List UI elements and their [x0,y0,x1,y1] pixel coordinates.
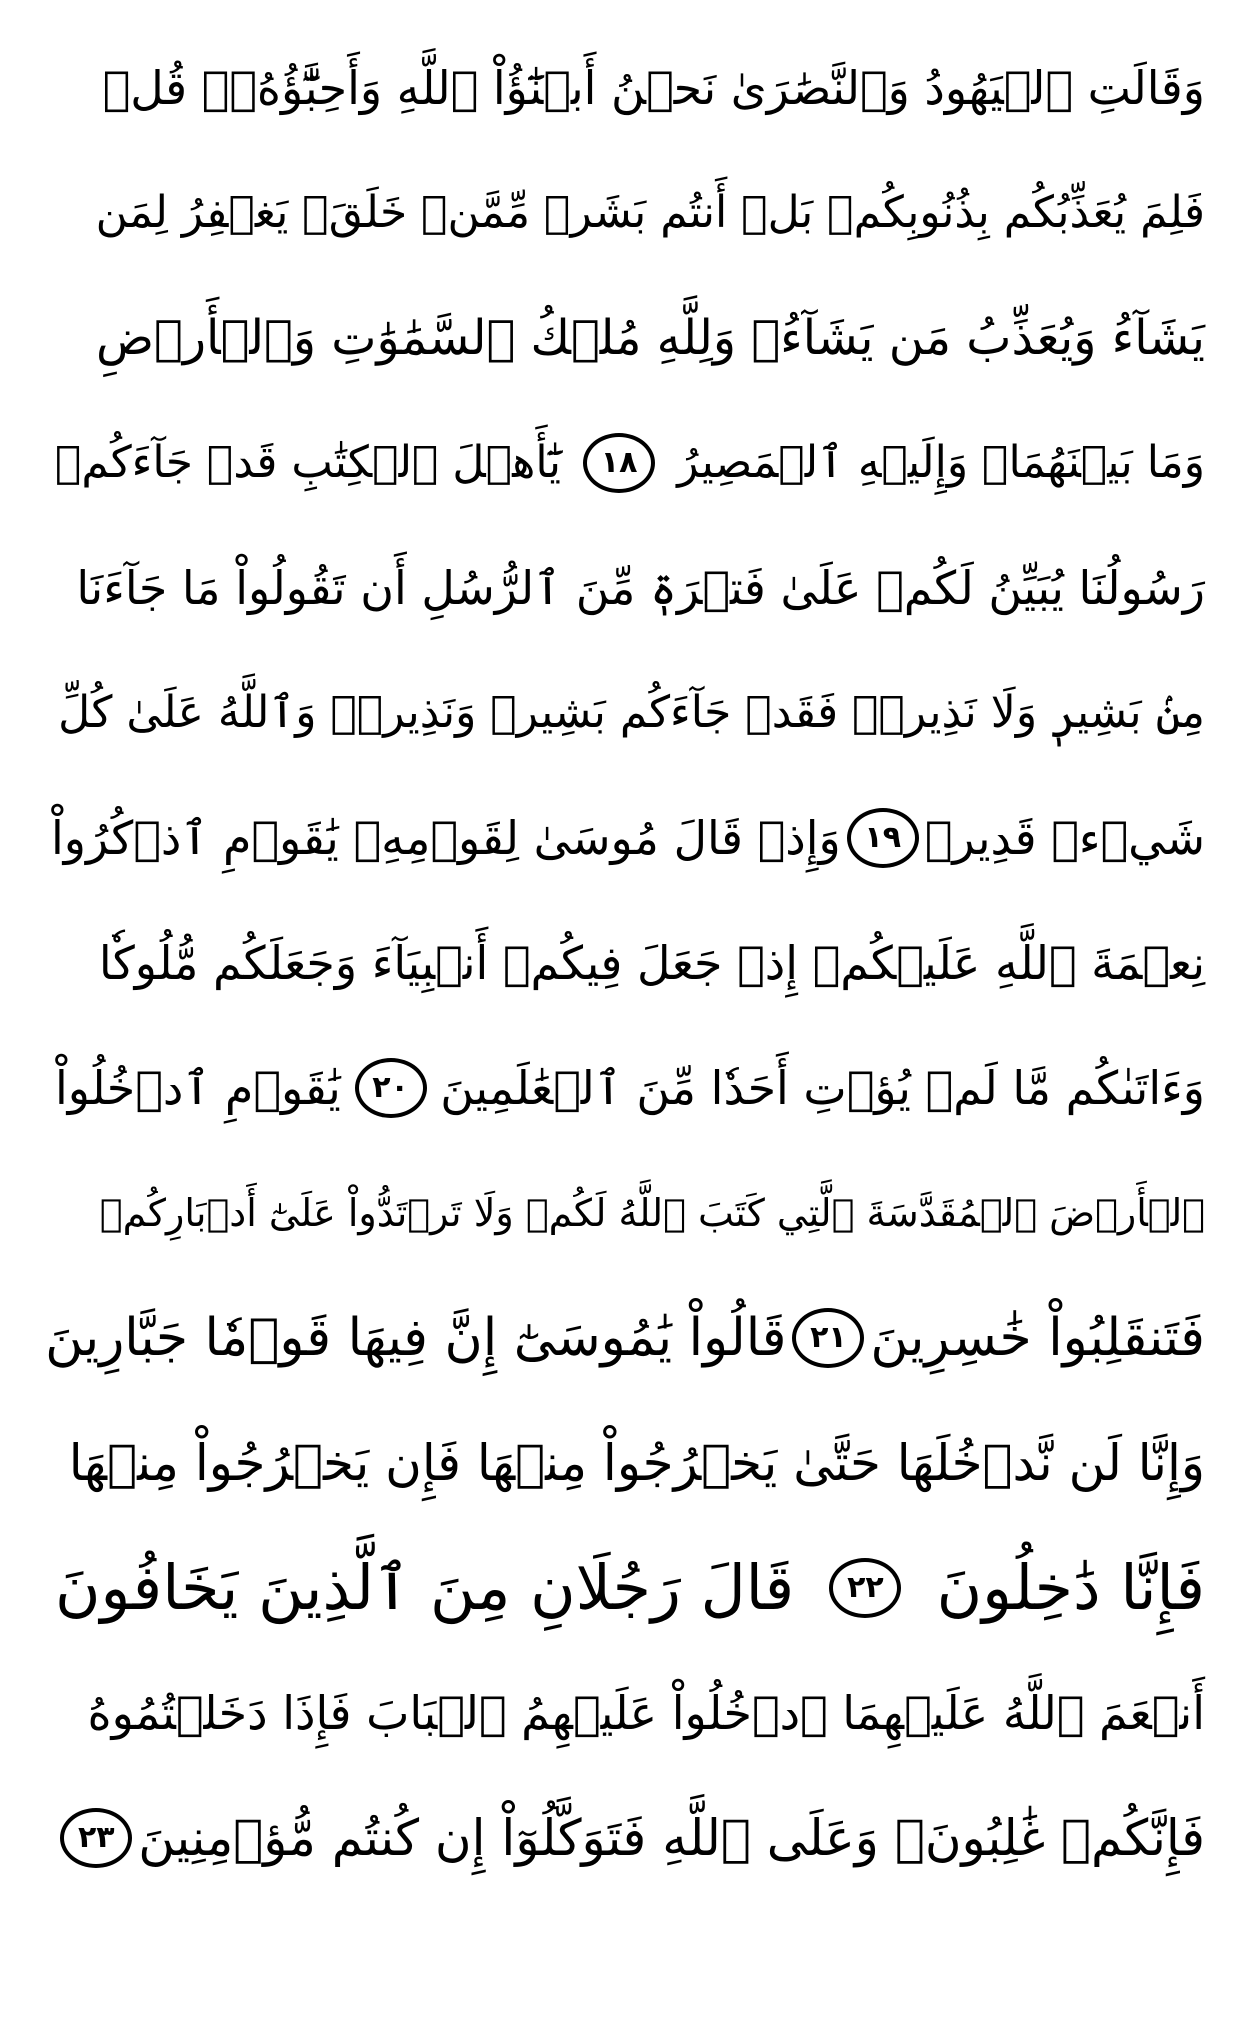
ayah-number-marker: ٢٣ [60,1808,132,1868]
text-line-6 [55,653,1205,773]
text-line-9 [55,1028,1205,1148]
line-text: ٱلۡأَرۡضَ ٱلۡمُقَدَّسَةَ ٱلَّتِي كَتَبَ ٱللَّهُ لَكُمۡ وَلَا تَرۡتَدُّواْ عَلَىٰٓ أَدۡبَارِكُمۡ [99,1191,1205,1235]
line-text: وَقَالَتِ ٱلۡيَهُودُ وَٱلنَّصَٰرَىٰ نَحۡنُ أَبۡنَٰٓؤُاْ ٱللَّهِ وَأَحِبَّٰٓؤُهُۥۚ قُلۡ [102,61,1205,115]
text-line-5 [55,528,1205,648]
text-line-13 [55,1528,1205,1648]
line-text: أَنۡعَمَ ٱللَّهُ عَلَيۡهِمَا ٱدۡخُلُواْ عَلَيۡهِمُ ٱلۡبَابَ فَإِذَا دَخَلۡتُمُوهُ [87,1686,1205,1740]
line-text: يَشَآءُ وَيُعَذِّبُ مَن يَشَآءُۚ وَلِلَّهِ مُلۡكُ ٱلسَّمَٰوَٰتِ وَٱلۡأَرۡضِ [95,310,1205,366]
line-text: شَيۡءٖ قَدِيرٞ [924,811,1205,865]
text-line-7 [51,778,1205,898]
ayah-number-marker: ١٩ [847,808,919,868]
text-line-3 [55,278,1205,398]
text-line-10 [55,1153,1205,1273]
text-line-2 [55,153,1205,273]
text-line-11 [45,1278,1205,1398]
line-text: فَإِنَّكُمۡ غَٰلِبُونَۚ وَعَلَى ٱللَّهِ فَتَوَكَّلُوٓاْ إِن كُنتُم مُّؤۡمِنِينَ [138,1809,1205,1867]
line-text: رَسُولُنَا يُبَيِّنُ لَكُمۡ عَلَىٰ فَتۡرَةٖ مِّنَ ٱلرُّسُلِ أَن تَقُولُواْ مَا جَآءَنَا [76,561,1205,615]
line-text: قَالَ رَجُلَانِ مِنَ ٱلَّذِينَ يَخَافُونَ [55,1551,795,1624]
text-line-1 [55,28,1205,148]
line-text: وَإِذۡ قَالَ مُوسَىٰ لِقَوۡمِهِۦ يَٰقَوۡمِ ٱذۡكُرُواْ [51,811,841,865]
line-text: فَإِنَّا دَٰخِلُونَ [936,1551,1205,1624]
line-text: فَتَنقَلِبُواْ خَٰسِرِينَ [870,1308,1205,1368]
line-text: وَإِنَّا لَن نَّدۡخُلَهَا حَتَّىٰ يَخۡرُجُواْ مِنۡهَا فَإِن يَخۡرُجُواْ مِنۡهَا [68,1434,1205,1492]
text-line-14 [55,1653,1205,1773]
line-text: فَلِمَ يُعَذِّبُكُم بِذُنُوبِكُمۖ بَلۡ أَنتُم بَشَرٞ مِّمَّنۡ خَلَقَۚ يَغۡفِرُ لِمَن [95,187,1205,238]
text-line-12 [55,1403,1205,1523]
text-line-8 [55,903,1205,1023]
ayah-number-marker: ١٨ [583,433,655,493]
text-line-4 [55,403,1205,523]
line-text: وَءَاتَىٰكُم مَّا لَمۡ يُؤۡتِ أَحَدٗا مِّنَ ٱلۡعَٰلَمِينَ [440,1061,1205,1115]
ayah-number-marker: ٢٢ [829,1558,901,1618]
line-text: قَالُواْ يَٰمُوسَىٰٓ إِنَّ فِيهَا قَوۡمٗا جَبَّارِينَ [45,1308,787,1368]
line-text: مِنۢ بَشِيرٖ وَلَا نَذِيرٖۖ فَقَدۡ جَآءَكُم بَشِيرٞ وَنَذِيرٞۗ وَٱللَّهُ عَلَىٰ كُلِّ [58,687,1205,738]
line-text: يَٰٓأَهۡلَ ٱلۡكِتَٰبِ قَدۡ جَآءَكُمۡ [55,437,561,488]
text-line-15 [55,1778,1205,1898]
ayah-number-marker: ٢٠ [355,1058,427,1118]
ayah-number-marker: ٢١ [792,1308,864,1368]
line-text: يَٰقَوۡمِ ٱدۡخُلُواْ [55,1061,341,1115]
line-text: نِعۡمَةَ ٱللَّهِ عَلَيۡكُمۡ إِذۡ جَعَلَ فِيكُمۡ أَنۢبِيَآءَ وَجَعَلَكُم مُّلُوكٗا [98,936,1205,990]
line-text: وَمَا بَيۡنَهُمَاۖ وَإِلَيۡهِ ٱلۡمَصِيرُ [677,437,1205,488]
